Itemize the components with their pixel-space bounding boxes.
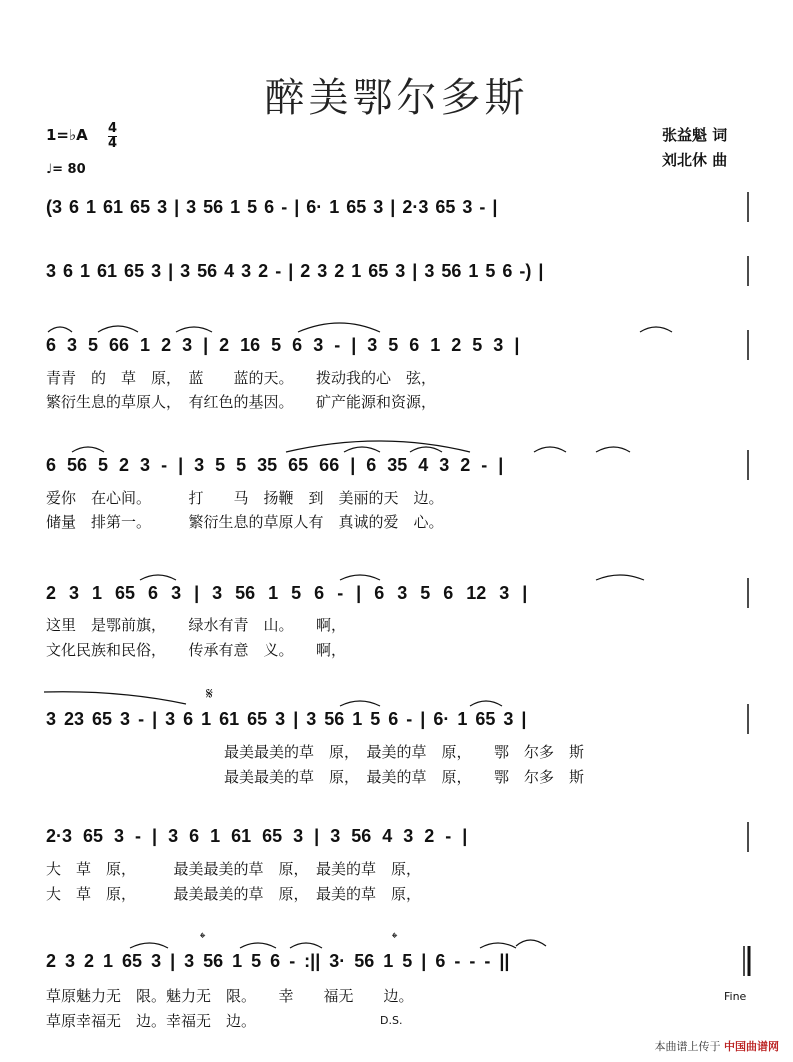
system-4-lyrics-verse-2: 储量 排第一。 繁衍生息的草原人有 真诚的爱 心。 <box>46 513 444 531</box>
time-signature-bottom: 4 <box>108 136 118 151</box>
system-3-lyrics-verse-2: 繁衍生息的草原人， 有红色的基因。 矿产能源和资源， <box>46 393 437 411</box>
upload-footer <box>655 1038 780 1054</box>
system-8-lyrics-verse-2: 草原幸福无 边。幸福无 边。 <box>46 1012 257 1030</box>
tempo-mark: ♩= 80 <box>46 162 86 177</box>
time-signature <box>108 122 117 151</box>
system-4-notes: 6 56 5 2 3 - | 3 5 5 35 65 66 | 6 35 4 3 2 - | <box>46 455 504 475</box>
system-3-lyrics-verse-1: 青青 的 草 原， 蓝 蓝的天。 拨动我的心 弦， <box>46 369 437 387</box>
system-8-lyrics-verse-1: 草原魅力无 限。魅力无 限。 幸 福无 边。 <box>46 987 414 1005</box>
footer-site-logo[interactable]: 中国曲谱网 <box>724 1040 779 1053</box>
system-3-notes: 6 3 5 66 1 2 3 | 2 16 5 6 3 - | 3 5 6 1 2 5 3 | <box>46 335 520 355</box>
system-6-lyrics-verse-2: 最美最美的草 原， 最美的草 原， 鄂 尔多 斯 <box>224 768 585 786</box>
footer-text: 本曲谱上传于 <box>654 1040 721 1053</box>
fine-mark: Fine <box>724 990 747 1003</box>
key-signature: 1=♭A <box>46 126 88 144</box>
system-4-lyrics-verse-1: 爱你 在心间。 打 马 扬鞭 到 美丽的天 边。 <box>46 489 444 507</box>
system-8-notes: 2 3 2 1 65 3 | 3 56 1 5 6 - :|| 3· 56 1 5 | 6 - - - || <box>46 951 510 971</box>
ds-mark: D.S. <box>380 1014 403 1027</box>
system-2-notes: 3 6 1 61 65 3 | 3 56 4 3 2 - | 2 3 2 1 65 3 | 3 56 1 5 6 -) | <box>46 261 544 281</box>
system-7-lyrics-verse-2: 大 草 原， 最美最美的草 原， 最美的草 原， <box>46 885 422 903</box>
segno-sign: 𝄋 <box>206 684 213 703</box>
system-6-lyrics-verse-1: 最美最美的草 原， 最美的草 原， 鄂 尔多 斯 <box>224 743 585 761</box>
system-1-notes: (3 6 1 61 65 3 | 3 56 1 5 6 - | 6· 1 65 3 | 2·3 65 3 - | <box>46 197 498 217</box>
system-5-notes: 2 3 1 65 6 3 | 3 56 1 5 6 - | 6 3 5 6 12 3 | <box>46 583 528 603</box>
system-5-lyrics-verse-1: 这里 是鄂前旗， 绿水有青 山。 啊， <box>46 616 347 634</box>
composer-credit: 刘北休 曲 <box>662 151 728 169</box>
page-title: 醉美鄂尔多斯 <box>264 75 529 121</box>
system-7-lyrics-verse-1: 大 草 原， 最美最美的草 原， 最美的草 原， <box>46 860 422 878</box>
time-signature-top: 4 <box>108 121 118 136</box>
system-5-lyrics-verse-2: 文化民族和民俗， 传承有意 义。 啊， <box>46 641 347 659</box>
coda-sign-1: 𝄌 <box>200 929 206 947</box>
coda-sign-2: 𝄌 <box>392 929 398 947</box>
system-7-notes: 2·3 65 3 - | 3 6 1 61 65 3 | 3 56 4 3 2 - | <box>46 826 468 846</box>
lyricist-credit: 张益魁 词 <box>662 126 728 144</box>
system-6-notes: 3 23 65 3 - | 3 6 1 61 65 3 | 3 56 1 5 6 - | 6· 1 65 3 | <box>46 709 527 729</box>
